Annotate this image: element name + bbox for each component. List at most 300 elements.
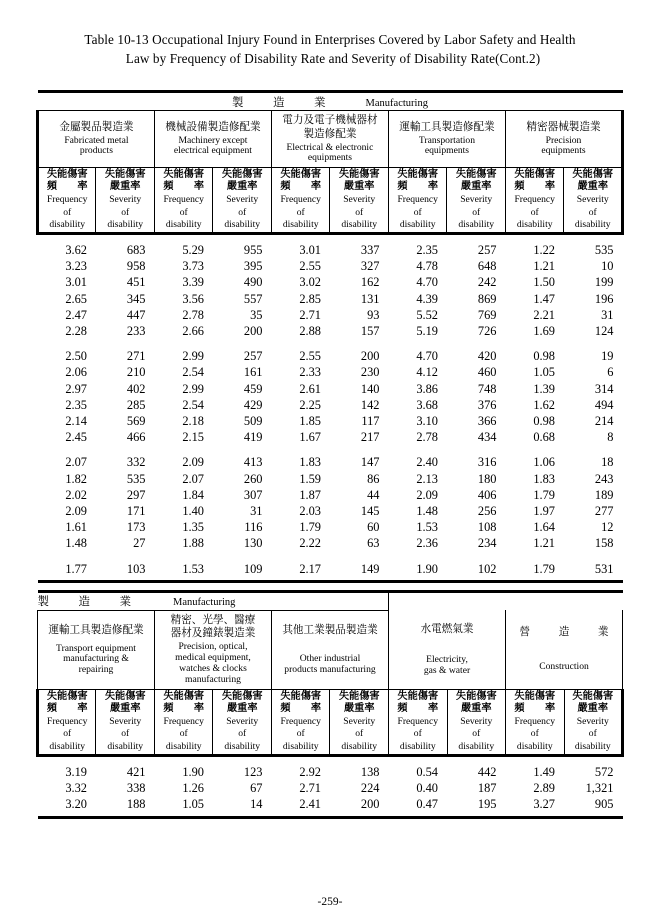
table-cell: 147	[360, 455, 380, 470]
t2-measure-frequency-4	[389, 689, 448, 755]
industry-transport-equipment	[37, 610, 154, 689]
t2-measure-severity-1-en1: Severity	[109, 715, 142, 727]
measure-severity-4-en2: of	[472, 206, 481, 218]
t2-measure-frequency-3	[271, 689, 330, 755]
table-cell: 1.59	[299, 471, 321, 486]
table-cell: 4.70	[416, 349, 438, 364]
table-row	[38, 397, 623, 413]
table-cell: 1.79	[299, 520, 321, 535]
measure-severity-1-en1: Severity	[109, 194, 142, 205]
table-cell: 157	[360, 324, 380, 339]
industry-precision-optical-medical-en3: watches & clocks	[179, 662, 247, 674]
table-cell: 142	[360, 397, 380, 412]
t2-measure-severity-2-en3: disability	[224, 740, 261, 752]
spacer-cell	[96, 757, 155, 764]
table-cell: 31	[250, 504, 263, 519]
measure-frequency-2-cn1: 失能傷害	[163, 169, 205, 181]
table-cell: 327	[360, 259, 380, 274]
t2-measure-frequency-3-en2: of	[296, 728, 305, 740]
t2-measure-severity-1-en2: of	[121, 728, 130, 740]
table-cell: 145	[360, 504, 380, 519]
table-cell: 429	[243, 397, 263, 412]
measure-severity-5-en2: of	[588, 206, 597, 218]
table-cell: 0.98	[533, 414, 555, 429]
table-cell: 2.78	[416, 430, 438, 445]
t2-measure-frequency-4-cn1: 失能傷害	[397, 691, 439, 703]
table-cell: 0.47	[416, 797, 438, 812]
table-row	[38, 323, 623, 339]
measure-severity-2-cn1: 失能傷害	[221, 169, 263, 181]
table-cell: 569	[126, 414, 146, 429]
table-cell: 3.39	[182, 275, 204, 290]
table-cell: 10	[601, 259, 614, 274]
table1-group-header-cn: 製 造 業	[232, 96, 335, 109]
table-cell: 214	[594, 414, 614, 429]
block-gap-cell	[330, 552, 389, 561]
table-cell: 314	[594, 381, 614, 396]
t2-measure-severity-1-cn1: 失能傷害	[104, 691, 146, 703]
spacer-cell	[38, 235, 97, 242]
measure-frequency-4-en2: of	[413, 206, 422, 218]
block-gap-cell	[155, 445, 214, 454]
table-cell: 726	[477, 324, 497, 339]
table-cell: 257	[243, 349, 263, 364]
t2-measure-severity-4-en1: Severity	[460, 715, 493, 727]
table-cell: 2.07	[65, 455, 87, 470]
spacer-cell	[389, 235, 448, 242]
table-cell: 2.15	[182, 430, 204, 445]
measure-frequency-1-en2: of	[63, 206, 72, 218]
block-gap-cell	[96, 339, 155, 348]
table-cell: 180	[477, 471, 497, 486]
t2-measure-frequency-1	[37, 689, 96, 755]
table-cell: 572	[594, 764, 614, 779]
spacer-cell	[38, 757, 97, 764]
industry-precision-en2: equipments	[541, 144, 586, 156]
table-cell: 905	[594, 797, 614, 812]
table2-group-header-en: Manufacturing	[172, 597, 236, 609]
industry-electrical-electronic-en2: equipments	[307, 151, 353, 163]
t2-measure-frequency-5-en2: of	[530, 728, 539, 740]
measure-severity-2	[213, 168, 272, 234]
table-row	[38, 780, 623, 796]
table-cell: 12	[601, 520, 614, 535]
table-cell: 460	[477, 365, 497, 380]
table-cell: 1.83	[533, 471, 555, 486]
table-cell: 230	[360, 365, 380, 380]
table-cell: 494	[594, 397, 614, 412]
table1-group-header-cell	[37, 93, 622, 111]
table-cell: 187	[477, 781, 497, 796]
table-cell: 116	[244, 520, 263, 535]
table-row	[38, 561, 623, 577]
table-cell: 2.35	[416, 243, 438, 257]
t2-measure-severity-3	[330, 689, 389, 755]
t2-measure-frequency-4-en1: Frequency	[397, 715, 439, 727]
industry-other-industrial-en1: Other industrial	[299, 652, 361, 664]
industry-electrical-electronic-cn1: 電力及電子機械器材	[282, 113, 378, 126]
industry-transport-equipment-cn: 運輸工具製造修配業	[48, 624, 144, 636]
spacer-cell	[155, 757, 214, 764]
table-cell: 2.17	[299, 561, 321, 576]
table-cell: 161	[243, 365, 263, 380]
industry-transportation-en1: Transportation	[418, 134, 476, 146]
measure-severity-1-cn1: 失能傷害	[104, 169, 146, 181]
table-cell: 1.88	[182, 536, 204, 551]
table-cell: 196	[594, 291, 614, 306]
table-cell: 3.23	[65, 259, 87, 274]
t2-measure-severity-3-en1: Severity	[343, 715, 376, 727]
table-cell: 3.01	[299, 243, 321, 257]
block-gap-row	[38, 552, 623, 561]
table-cell: 451	[126, 275, 146, 290]
table-cell: 158	[594, 536, 614, 551]
table-cell: 242	[477, 275, 497, 290]
industry-transportation-en2: equipments	[424, 144, 470, 156]
table-cell: 421	[126, 764, 146, 779]
industry-machinery-en1: Machinery except	[178, 134, 248, 146]
table-cell: 103	[126, 561, 146, 576]
table-cell: 6	[607, 365, 614, 380]
t2-measure-frequency-2-en2: of	[179, 728, 188, 740]
table-cell: 3.02	[299, 275, 321, 290]
block-gap-cell	[38, 552, 97, 561]
table-row	[38, 454, 623, 470]
block-gap-cell	[389, 339, 448, 348]
table-cell: 1.64	[533, 520, 555, 535]
table-cell: 2.47	[65, 307, 87, 322]
table-cell: 419	[243, 430, 263, 445]
t2-measure-frequency-5-en3: disability	[516, 740, 553, 752]
table-cell: 271	[126, 349, 146, 364]
table-cell: 200	[360, 797, 380, 812]
table-cell: 2.21	[533, 307, 555, 322]
table-cell: 3.68	[416, 397, 438, 412]
table-cell: 4.78	[416, 259, 438, 274]
table-cell: 102	[477, 561, 497, 576]
table-row	[38, 291, 623, 307]
t2-measure-frequency-3-en1: Frequency	[280, 715, 321, 727]
table2-group-header-row	[37, 593, 622, 611]
table-cell: 3.32	[65, 781, 87, 796]
table-cell: 1.85	[299, 414, 321, 429]
t2-measure-frequency-3-cn2: 頻 率	[280, 703, 322, 715]
spacer-cell	[330, 235, 389, 242]
table-cell: 3.62	[65, 243, 87, 257]
block-gap-cell	[96, 552, 155, 561]
measure-frequency-3-cn1: 失能傷害	[280, 169, 322, 181]
table-cell: 0.98	[533, 349, 555, 364]
table-cell: 60	[367, 520, 380, 535]
industry-transportation	[388, 111, 505, 168]
t2-measure-frequency-5	[506, 689, 565, 755]
industry-electricity-gas-water-en2: gas & water	[423, 664, 471, 676]
block-gap-cell	[272, 552, 331, 561]
table-cell: 509	[243, 414, 263, 429]
measure-severity-1-en2: of	[121, 206, 130, 218]
table-cell: 3.27	[533, 797, 555, 812]
table-cell: 955	[243, 243, 263, 257]
t2-measure-frequency-1-cn1: 失能傷害	[46, 691, 88, 703]
spacer-cell	[564, 235, 623, 242]
table-cell: 1.79	[533, 561, 555, 576]
table-cell: 376	[477, 397, 497, 412]
t2-measure-frequency-2-en3: disability	[165, 740, 202, 752]
measure-severity-2-en1: Severity	[226, 194, 259, 205]
table-cell: 131	[360, 291, 380, 306]
table-cell: 2.33	[299, 365, 321, 380]
block-gap-cell	[564, 339, 623, 348]
table-cell: 1.97	[533, 504, 555, 519]
measure-severity-2-en2: of	[238, 206, 247, 218]
table-cell: 748	[477, 381, 497, 396]
table-cell: 1.84	[182, 487, 204, 502]
t2-measure-frequency-5-cn2: 頻 率	[514, 703, 556, 715]
table-row	[38, 471, 623, 487]
t2-measure-severity-4-en2: of	[472, 728, 481, 740]
table-row	[38, 274, 623, 290]
block-gap-cell	[506, 445, 565, 454]
industry-precision	[505, 111, 622, 168]
industry-precision-optical-medical-en2: medical equipment,	[175, 652, 251, 664]
measure-frequency-5-en2: of	[530, 206, 539, 218]
table-cell: 535	[594, 243, 614, 257]
spacer-cell	[96, 235, 155, 242]
table-cell: 123	[243, 764, 263, 779]
table-cell: 1.53	[182, 561, 204, 576]
measure-frequency-4-cn1: 失能傷害	[397, 169, 439, 181]
table-cell: 27	[133, 536, 146, 551]
measure-frequency-5-cn1: 失能傷害	[514, 169, 556, 181]
table-cell: 648	[477, 259, 497, 274]
table-cell: 2.09	[182, 455, 204, 470]
measure-frequency-1-cn1: 失能傷害	[46, 169, 88, 181]
measure-severity-4-cn1: 失能傷害	[455, 169, 497, 181]
t2-measure-frequency-2-cn1: 失能傷害	[163, 691, 205, 703]
table-cell: 2.55	[299, 349, 321, 364]
table-cell: 531	[594, 561, 614, 576]
t2-measure-severity-4-cn2: 嚴重率	[460, 703, 492, 715]
table-cell: 1.48	[65, 536, 87, 551]
industry-precision-optical-medical	[154, 610, 271, 689]
t2-measure-frequency-5-en1: Frequency	[514, 715, 556, 727]
industry-machinery-cn: 機械設備製造修配業	[165, 120, 261, 133]
table-cell: 2.78	[182, 307, 204, 322]
industry-precision-en1: Precision	[545, 134, 582, 146]
measure-frequency-5-cn2: 頻 率	[514, 181, 556, 193]
block-gap-cell	[213, 552, 272, 561]
t2-measure-severity-3-cn2: 嚴重率	[343, 703, 375, 715]
table-cell: 63	[367, 536, 380, 551]
measure-severity-4	[447, 168, 506, 234]
table-cell: 3.20	[65, 797, 87, 812]
table-cell: 1.50	[533, 275, 555, 290]
table-cell: 2.25	[299, 397, 321, 412]
measure-frequency-2	[154, 168, 213, 234]
spacer-cell	[389, 757, 448, 764]
measure-severity-1	[96, 168, 155, 234]
table-cell: 1.87	[299, 487, 321, 502]
table-cell: 217	[360, 430, 380, 445]
table-cell: 2.71	[299, 307, 321, 322]
title-line-2: Law by Frequency of Disability Rate and Severity of Disability Rate(Cont.2)	[125, 51, 541, 66]
table2-group-header-cell	[37, 593, 388, 611]
table-cell: 535	[126, 471, 146, 486]
industry-electrical-electronic	[271, 111, 388, 168]
table-cell: 2.71	[299, 781, 321, 796]
table-cell: 1.82	[65, 471, 87, 486]
table-cell: 4.39	[416, 291, 438, 306]
table-cell: 2.99	[182, 349, 204, 364]
table-cell: 234	[477, 536, 497, 551]
block-gap-cell	[38, 445, 97, 454]
table-cell: 332	[126, 455, 146, 470]
block-gap-row	[38, 339, 623, 348]
page-number: -259-	[317, 896, 343, 908]
table-cell: 233	[126, 324, 146, 339]
t2-measure-severity-5-cn1: 失能傷害	[572, 691, 614, 703]
table-cell: 189	[594, 487, 614, 502]
t2-measure-severity-1-cn2: 嚴重率	[109, 703, 141, 715]
table-cell: 86	[367, 471, 380, 486]
table-cell: 243	[594, 471, 614, 486]
page-title	[20, 0, 640, 68]
table-cell: 14	[250, 797, 263, 812]
industry-precision-optical-medical-cn2: 器材及鐘錶製造業	[170, 626, 256, 639]
table-cell: 140	[360, 381, 380, 396]
table-cell: 434	[477, 430, 497, 445]
measure-frequency-3-en3: disability	[282, 219, 319, 231]
table-cell: 195	[477, 797, 497, 812]
table-row	[38, 535, 623, 551]
table-cell: 402	[126, 381, 146, 396]
table-cell: 162	[360, 275, 380, 290]
table-cell: 0.54	[416, 764, 438, 779]
industry-precision-cn: 精密器械製造業	[526, 120, 601, 133]
measure-severity-1-en3: disability	[107, 219, 144, 231]
measure-severity-3-cn1: 失能傷害	[338, 169, 380, 181]
table2-group-header-blank	[389, 593, 623, 611]
table-cell: 366	[477, 414, 497, 429]
table-cell: 297	[126, 487, 146, 502]
table2-header	[36, 593, 624, 757]
table2-industry-row	[37, 610, 622, 689]
spacer-cell	[506, 235, 565, 242]
table-row	[38, 348, 623, 364]
table-cell: 683	[126, 243, 146, 257]
table-cell: 285	[126, 397, 146, 412]
table-row	[38, 242, 623, 258]
table1-measure-row	[37, 168, 622, 234]
table-cell: 1.53	[416, 520, 438, 535]
measure-frequency-1-cn2: 頻 率	[46, 181, 88, 193]
table-cell: 2.14	[65, 414, 87, 429]
table-cell: 869	[477, 291, 497, 306]
t2-measure-frequency-2-en1: Frequency	[163, 715, 204, 727]
t2-measure-severity-2-cn2: 嚴重率	[226, 703, 258, 715]
table-cell: 1.05	[533, 365, 555, 380]
t2-measure-frequency-4-en2: of	[413, 728, 422, 740]
table-cell: 2.92	[299, 764, 321, 779]
t2-measure-frequency-5-cn1: 失能傷害	[514, 691, 556, 703]
table-cell: 200	[243, 324, 263, 339]
table2-group-header-cn: 製 造 業	[37, 596, 140, 609]
table-cell: 1.21	[533, 259, 555, 274]
table-cell: 188	[126, 797, 146, 812]
table-row	[38, 764, 623, 780]
table-row	[38, 429, 623, 445]
table-cell: 4.12	[416, 365, 438, 380]
table-cell: 2.88	[299, 324, 321, 339]
table-cell: 406	[477, 487, 497, 502]
t2-measure-severity-3-en2: of	[355, 728, 364, 740]
table-row	[38, 413, 623, 429]
table-cell: 1.90	[182, 764, 204, 779]
t2-measure-severity-4	[447, 689, 506, 755]
table-cell: 173	[126, 520, 146, 535]
measure-frequency-1-en1: Frequency	[46, 194, 88, 205]
table-cell: 210	[126, 365, 146, 380]
measure-severity-3-cn2: 嚴重率	[343, 181, 375, 193]
t2-measure-severity-5-cn2: 嚴重率	[577, 703, 609, 715]
measure-frequency-5-en3: disability	[516, 219, 553, 231]
table2-bottom-rule	[38, 816, 623, 819]
table-cell: 67	[250, 781, 263, 796]
measure-severity-4-en1: Severity	[460, 194, 493, 205]
table-cell: 337	[360, 243, 380, 257]
table-cell: 2.54	[182, 365, 204, 380]
industry-electricity-gas-water-cn: 水電燃氣業	[420, 622, 474, 635]
table1-group-header-en: Manufacturing	[365, 97, 428, 109]
t2-measure-frequency-1-en3: disability	[49, 740, 86, 752]
measure-frequency-3-en1: Frequency	[280, 194, 321, 205]
block-gap-cell	[564, 552, 623, 561]
industry-fabricated-metal-cn: 金屬製品製造業	[59, 120, 134, 133]
table-cell: 2.54	[182, 397, 204, 412]
block-gap-cell	[389, 552, 448, 561]
spacer-cell	[506, 757, 565, 764]
measure-frequency-1	[37, 168, 96, 234]
measure-severity-5-cn1: 失能傷害	[572, 169, 614, 181]
table-cell: 4.70	[416, 275, 438, 290]
industry-electricity-gas-water	[389, 610, 506, 689]
spacer-cell	[447, 757, 506, 764]
t2-measure-frequency-3-en3: disability	[282, 740, 319, 752]
table1-industry-row	[37, 111, 622, 168]
block-gap-cell	[506, 552, 565, 561]
table-row	[38, 307, 623, 323]
block-gap-row	[38, 445, 623, 454]
table-cell: 44	[367, 487, 380, 502]
measure-severity-5-cn2: 嚴重率	[577, 181, 609, 193]
measure-severity-2-en3: disability	[224, 219, 261, 231]
table-cell: 1.79	[533, 487, 555, 502]
table-cell: 958	[126, 259, 146, 274]
table2-body	[38, 757, 623, 813]
table-cell: 490	[243, 275, 263, 290]
table-cell: 413	[243, 455, 263, 470]
table-cell: 1.61	[65, 520, 87, 535]
industry-transportation-cn: 運輸工具製造修配業	[399, 120, 495, 133]
measure-frequency-4-en1: Frequency	[397, 194, 438, 205]
table-cell: 1.35	[182, 520, 204, 535]
t2-measure-severity-1-en3: disability	[107, 740, 144, 752]
table-row	[38, 364, 623, 380]
industry-electricity-gas-water-en1: Electricity,	[426, 654, 468, 666]
measure-frequency-4-cn2: 頻 率	[397, 181, 439, 193]
t2-measure-frequency-3-cn1: 失能傷害	[280, 691, 322, 703]
t2-measure-severity-5-en3: disability	[574, 740, 611, 752]
